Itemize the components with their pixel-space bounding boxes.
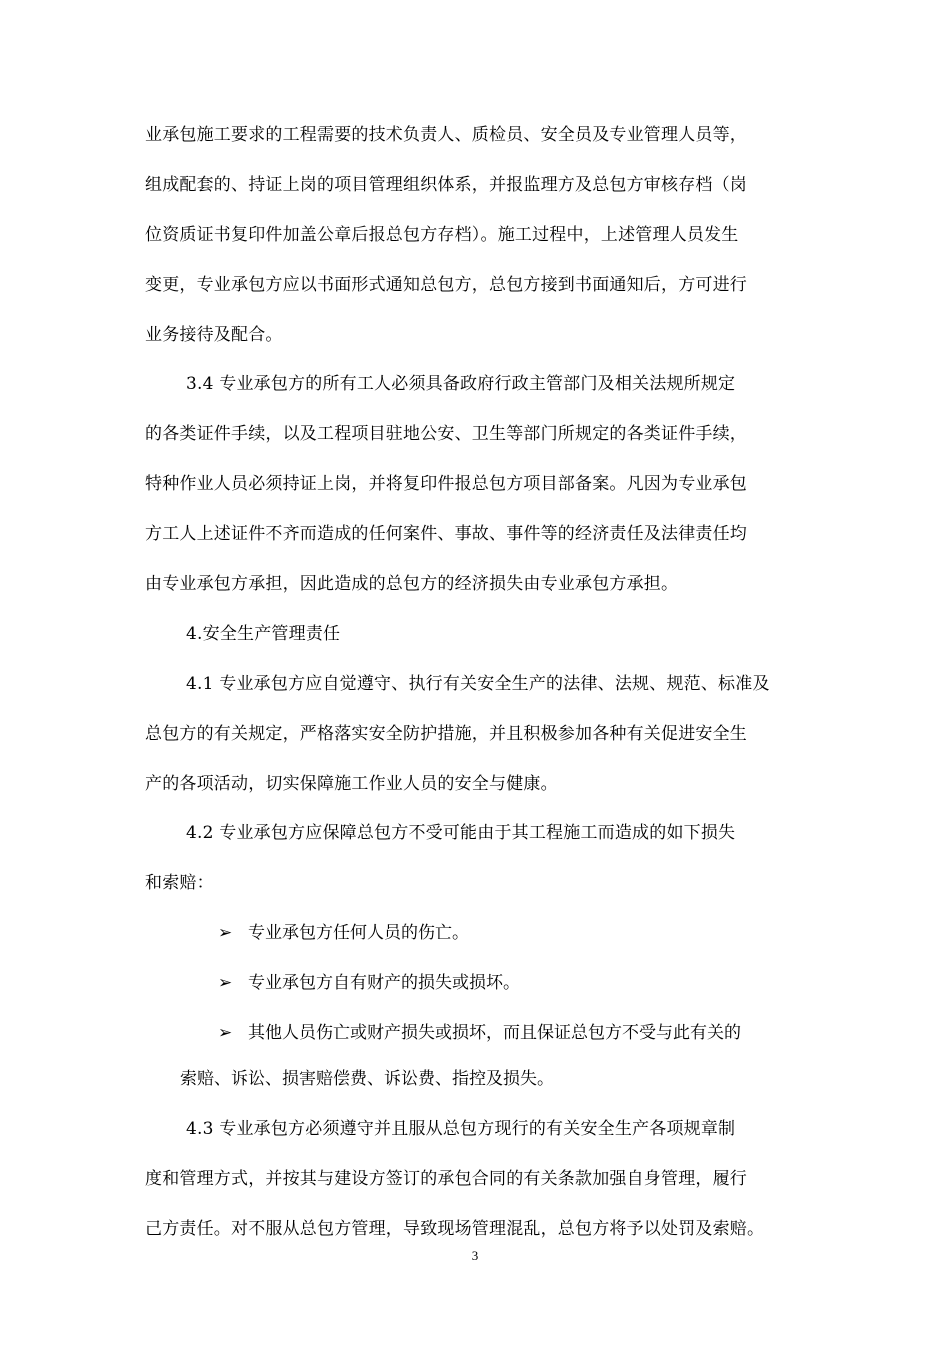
clause-4-3-line: 4.3 专业承包方必须遵守并且服从总包方现行的有关安全生产各项规章制 — [186, 1119, 736, 1139]
bullet-item — [218, 922, 469, 944]
paragraph-line: 度和管理方式，并按其与建设方签订的承包合同的有关条款加强自身管理，履行 — [145, 1169, 747, 1189]
section-4-heading: 4.安全生产管理责任 — [186, 624, 341, 644]
paragraph-line: 和索赔： — [145, 873, 214, 893]
paragraph-line: 业务接待及配合。 — [145, 325, 283, 345]
paragraph-line: 产的各项活动，切实保障施工作业人员的安全与健康。 — [145, 774, 558, 794]
page-number: 3 — [471, 1248, 479, 1263]
paragraph-line: 组成配套的、持证上岗的项目管理组织体系，并报监理方及总包方审核存档（岗 — [145, 175, 747, 195]
paragraph-line: 的各类证件手续，以及工程项目驻地公安、卫生等部门所规定的各类证件手续， — [145, 424, 747, 444]
clause-3-4-line: 3.4 专业承包方的所有工人必须具备政府行政主管部门及相关法规所规定 — [186, 374, 736, 394]
paragraph-line: 变更，专业承包方应以书面形式通知总包方，总包方接到书面通知后，方可进行 — [145, 275, 747, 295]
paragraph-line: 特种作业人员必须持证上岗，并将复印件报总包方项目部备案。凡因为专业承包 — [145, 474, 747, 494]
bullet-text: 其他人员伤亡或财产损失或损坏，而且保证总包方不受与此有关的 — [248, 1023, 741, 1043]
paragraph-line: 位资质证书复印件加盖公章后报总包方存档）。施工过程中，上述管理人员发生 — [145, 225, 739, 245]
paragraph-line: 总包方的有关规定，严格落实安全防护措施，并且积极参加各种有关促进安全生 — [145, 724, 747, 744]
paragraph-line: 业承包施工要求的工程需要的技术负责人、质检员、安全员及专业管理人员等， — [145, 125, 747, 145]
bullet-continuation: 索赔、诉讼、损害赔偿费、诉讼费、指控及损失。 — [180, 1069, 554, 1089]
bullet-text: 专业承包方任何人员的伤亡。 — [248, 923, 469, 943]
paragraph-line: 己方责任。对不服从总包方管理，导致现场管理混乱，总包方将予以处罚及索赔。 — [145, 1219, 765, 1239]
clause-4-1-line: 4.1 专业承包方应自觉遵守、执行有关安全生产的法律、法规、规范、标准及 — [186, 674, 770, 694]
paragraph-line: 由专业承包方承担，因此造成的总包方的经济损失由专业承包方承担。 — [145, 574, 679, 594]
clause-4-2-line: 4.2 专业承包方应保障总包方不受可能由于其工程施工而造成的如下损失 — [186, 823, 736, 843]
arrow-bullet-icon: ➢ — [218, 973, 233, 993]
arrow-bullet-icon: ➢ — [218, 923, 233, 943]
bullet-text: 专业承包方自有财产的损失或损坏。 — [248, 973, 520, 993]
arrow-bullet-icon: ➢ — [218, 1023, 233, 1043]
paragraph-line: 方工人上述证件不齐而造成的任何案件、事故、事件等的经济责任及法律责任均 — [145, 524, 747, 544]
bullet-item — [218, 1022, 741, 1044]
bullet-item — [218, 972, 520, 994]
